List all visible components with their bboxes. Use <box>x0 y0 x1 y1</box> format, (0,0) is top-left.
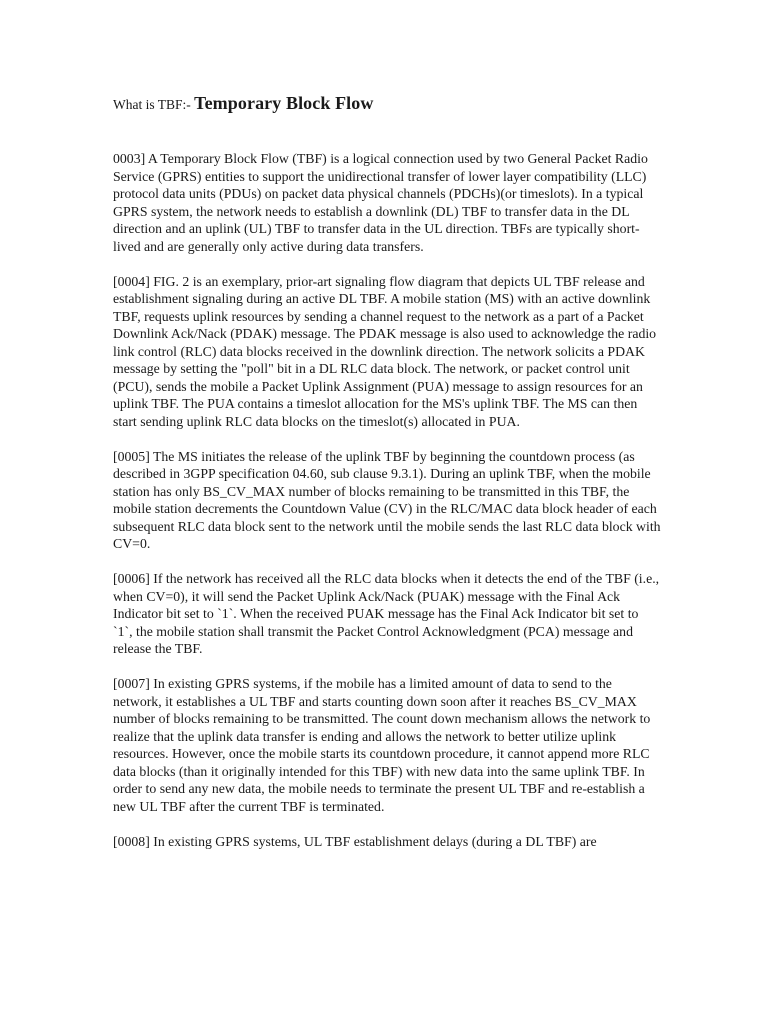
paragraph-0003: 0003] A Temporary Block Flow (TBF) is a logical connection used by two General Packet Radio Service (GPRS) entities to support the unidirectional transfer of lower layer compatibility (LLC) protocol data units (PDUs) on packet data physical channels (PDCHs)(or timeslots). In a typical GPRS system, the network needs to establish a downlink (DL) TBF to transfer data in the DL direction and an uplink (UL) TBF to transfer data in the UL direction. TBFs are typically short-lived and are generally only active during data transfers. <box>113 151 648 254</box>
paragraph-0008: [0008] In existing GPRS systems, UL TBF establishment delays (during a DL TBF) are <box>113 833 597 849</box>
paragraph-0005: [0005] The MS initiates the release of the uplink TBF by beginning the countdown process (as described in 3GPP specification 04.60, sub clause 9.3.1). During an uplink TBF, when the mobile station has only BS_CV_MAX number of blocks remaining to be transmitted in this TBF, the mobile station decrements the Countdown Value (CV) in the RLC/MAC data block header of each subsequent RLC data block sent to the network until the mobile sends the last RLC data block with CV=0. <box>113 448 661 551</box>
heading-lead: What is TBF:- <box>113 97 195 112</box>
paragraph-0007: [0007] In existing GPRS systems, if the mobile has a limited amount of data to send to the network, it establishes a UL TBF and starts counting down soon after it reaches BS_CV_MAX number of blocks remaining to be transmitted. The count down mechanism allows the network to realize that the uplink data transfer is ending and allows the network to better utilize uplink resources. However, once the mobile starts its countdown procedure, it cannot append more RLC data blocks (than it originally intended for this TBF) with new data into the same uplink TBF. In order to send any new data, the mobile needs to terminate the present UL TBF and re-establish a new UL TBF after the current TBF is terminated. <box>113 676 651 814</box>
paragraph-0004: [0004] FIG. 2 is an exemplary, prior-art signaling flow diagram that depicts UL TBF release and establishment signaling during an active DL TBF. A mobile station (MS) with an active downlink TBF, requests uplink resources by sending a channel request to the network as a part of a Packet Downlink Ack/Nack (PDAK) message. The PDAK message is also used to acknowledge the radio link control (RLC) data blocks received in the downlink direction. The network solicits a PDAK message by setting the "poll" bit in a DL RLC data block. The network, or packet control unit (PCU), sends the mobile a Packet Uplink Assignment (PUA) message to assign resources for an uplink TBF. The PUA contains a timeslot allocation for the MS's uplink TBF. The MS can then start sending uplink RLC data blocks on the timeslot(s) allocated in PUA. <box>113 273 657 429</box>
document-page <box>113 92 661 868</box>
paragraph-0006: [0006] If the network has received all the RLC data blocks when it detects the end of the TBF (i.e., when CV=0), it will send the Packet Uplink Ack/Nack (PUAK) message with the Final Ack Indicator bit set to `1`. When the received PUAK message has the Final Ack Indicator bit set to `1`, the mobile station shall transmit the Packet Control Acknowledgment (PCA) message and release the TBF. <box>113 571 660 656</box>
document-heading <box>113 92 661 116</box>
heading-title: Temporary Block Flow <box>194 93 374 113</box>
